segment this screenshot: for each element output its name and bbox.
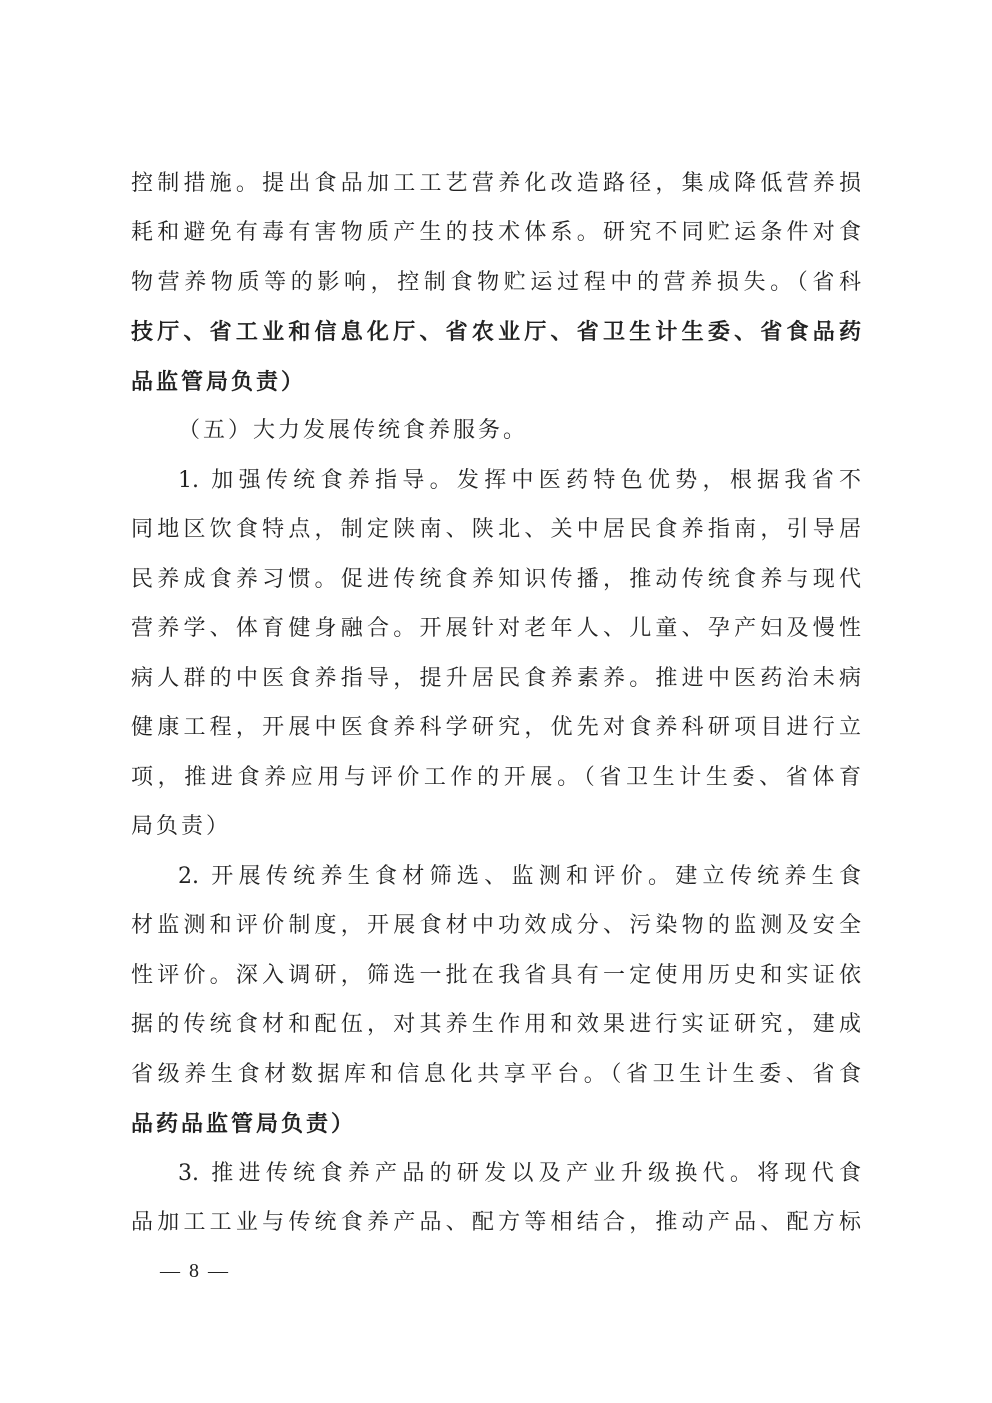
- text-line: 同地区饮食特点，制定陕南、陕北、关中居民食养指南，引导居: [131, 517, 861, 542]
- text-line: 技厅、省工业和信息化厅、省农业厅、省卫生计生委、省食品药: [131, 319, 861, 345]
- text-line: 物营养物质等的影响，控制食物贮运过程中的营养损失。（省科: [131, 270, 861, 295]
- text-line: 性评价。深入调研，筛选一批在我省具有一定使用历史和实证依: [131, 963, 861, 988]
- text-line: 健康工程，开展中医食养科学研究，优先对食养科研项目进行立: [131, 715, 861, 740]
- section-heading: （五）大力发展传统食养服务。: [178, 418, 529, 443]
- text-line: 民养成食养习惯。促进传统食养知识传播，推动传统食养与现代: [131, 567, 861, 592]
- text-line: 控制措施。提出食品加工工艺营养化改造路径，集成降低营养损: [131, 171, 861, 196]
- numbered-item-heading: 3. 推进传统食养产品的研发以及产业升级换代。将现代食: [178, 1161, 861, 1186]
- text-line: 省级养生食材数据库和信息化共享平台。（省卫生计生委、省食: [131, 1062, 861, 1087]
- text-line: 耗和避免有毒有害物质产生的技术体系。研究不同贮运条件对食: [131, 220, 861, 245]
- text-line: 材监测和评价制度，开展食材中功效成分、污染物的监测及安全: [131, 913, 861, 938]
- numbered-item-heading: 2. 开展传统养生食材筛选、监测和评价。建立传统养生食: [178, 864, 861, 889]
- text-line: 据的传统食材和配伍，对其养生作用和效果进行实证研究，建成: [131, 1012, 861, 1037]
- text-line: 品监管局负责）: [131, 369, 307, 395]
- numbered-item-heading: 1. 加强传统食养指导。发挥中医药特色优势，根据我省不: [178, 468, 861, 493]
- text-line: 品加工工业与传统食养产品、配方等相结合，推动产品、配方标: [131, 1210, 861, 1235]
- text-line: 项，推进食养应用与评价工作的开展。（省卫生计生委、省体育: [131, 765, 861, 790]
- page-number: — 8 —: [160, 1260, 230, 1282]
- text-line: 局负责）: [131, 814, 232, 839]
- text-line: 品药品监管局负责）: [131, 1111, 357, 1137]
- text-line: 营养学、体育健身融合。开展针对老年人、儿童、孕产妇及慢性: [131, 616, 861, 641]
- text-line: 病人群的中医食养指导，提升居民食养素养。推进中医药治未病: [131, 666, 861, 691]
